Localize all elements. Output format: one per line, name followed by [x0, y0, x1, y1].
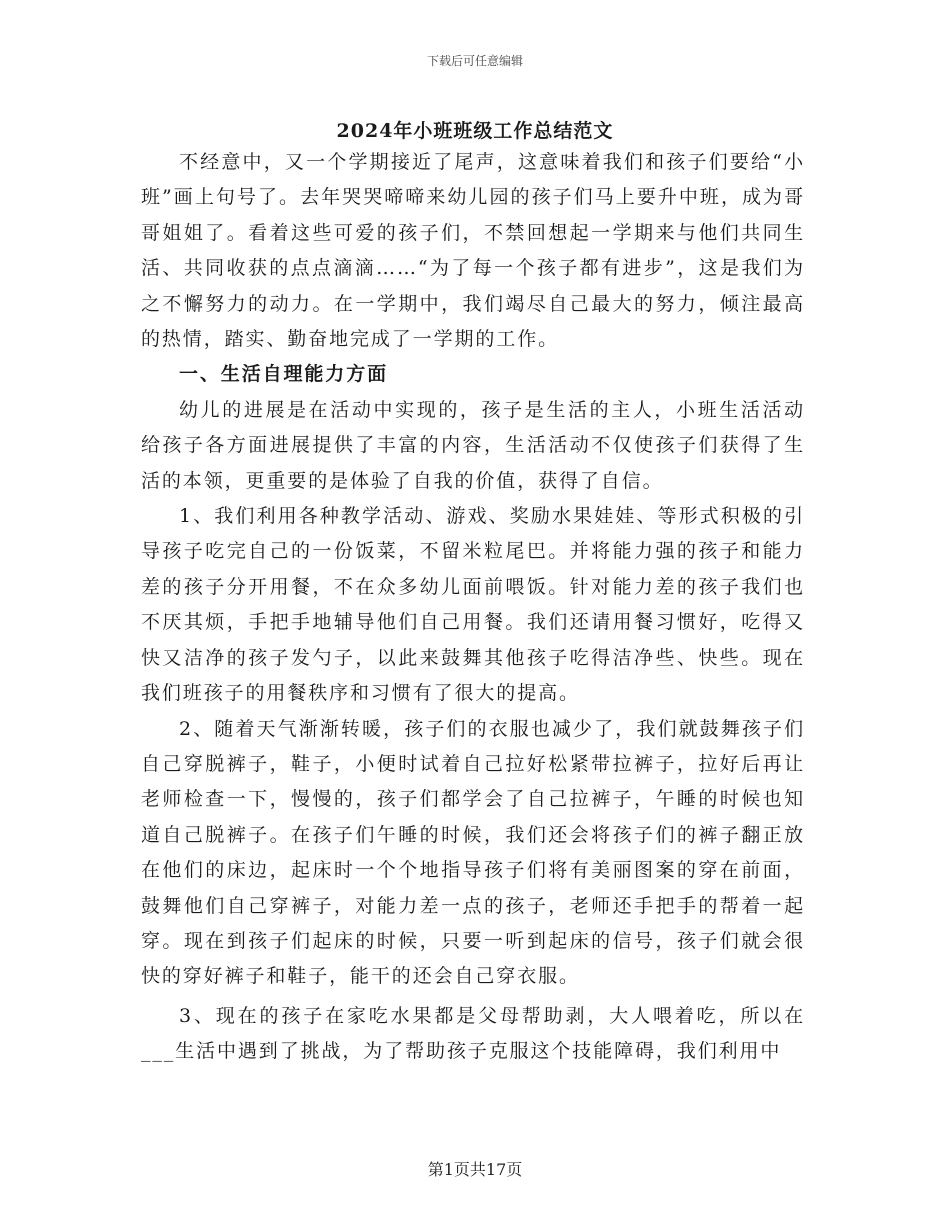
section-intro-paragraph: 幼儿的进展是在活动中实现的，孩子是生活的主人，小班生活活动给孩子各方面进展提供了丰富的内容，生活活动不仅使孩子们获得了生活的本领，更重要的是体验了自我的价值，获得了自信。 [141, 398, 805, 492]
document-body [141, 145, 805, 1070]
header-note: 下载后可任意编辑 [426, 54, 523, 68]
document-title: 2024年小班班级工作总结范文 [336, 120, 614, 142]
list-item-1: 1、我们利用各种教学活动、游戏、奖励水果娃娃、等形式积极的引导孩子吃完自己的一份饭菜，不留米粒尾巴。并将能力强的孩子和能力差的孩子分开用餐，不在众多幼儿面前喂饭。针对能力差的孩子我们也不厌其烦，手把手地辅导他们自己用餐。我们还请用餐习惯好，吃得又快又洁净的孩子发勺子，以此来鼓舞其他孩子吃得洁净些、快些。现在我们班孩子的用餐秩序和习惯有了很大的提高。 [141, 505, 805, 705]
intro-paragraph: 不经意中，又一个学期接近了尾声，这意味着我们和孩子们要给“小班”画上句号了。去年哭哭啼啼来幼儿园的孩子们马上要升中班，成为哥哥姐姐了。看着这些可爱的孩子们，不禁回想起一学期来与他们共同生活、共同收获的点点滴滴……“为了每一个孩子都有进步”，这是我们为之不懈努力的动力。在一学期中，我们竭尽自己最大的努力，倾注最高的热情，踏实、勤奋地完成了一学期的工作。 [141, 151, 805, 351]
page-footer: 第1页共17页 [427, 1160, 523, 1179]
section-heading: 一、生活自理能力方面 [179, 363, 389, 386]
list-item-3: 3、现在的孩子在家吃水果都是父母帮助剥，大人喂着吃，所以在___生活中遇到了挑战，为了帮助孩子克服这个技能障碍，我们利用中 [141, 1004, 805, 1063]
list-item-2: 2、随着天气渐渐转暖，孩子们的衣服也减少了，我们就鼓舞孩子们自己穿脱裤子，鞋子，小便时试着自己拉好松紧带拉裤子，拉好后再让老师检查一下，慢慢的，孩子们都学会了自己拉裤子，午睡的时候也知道自己脱裤子。在孩子们午睡的时候，我们还会将孩子们的裤子翻正放在他们的床边，起床时一个个地指导孩子们将有美丽图案的穿在前面，鼓舞他们自己穿裤子，对能力差一点的孩子，老师还手把手的帮着一起穿。现在到孩子们起床的时候，只要一听到起床的信号，孩子们就会很快的穿好裤子和鞋子，能干的还会自己穿衣服。 [141, 717, 805, 988]
